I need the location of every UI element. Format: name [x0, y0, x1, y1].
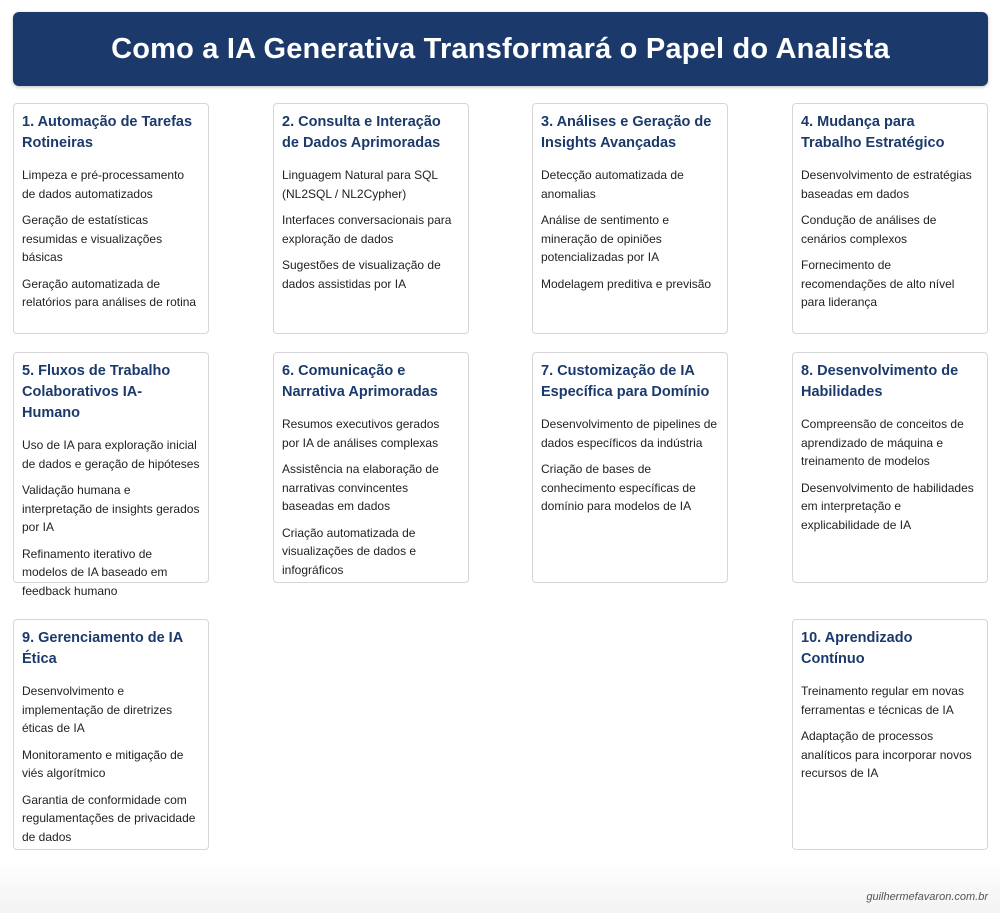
- page-title: Como a IA Generativa Transformará o Papel do Analista: [111, 32, 890, 65]
- card-continuous-learning: [792, 619, 988, 850]
- card-title: 3. Análises e Geração de Insights Avançadas: [541, 114, 712, 151]
- card-item: Fornecimento de recomendações de alto nível para liderança: [801, 258, 955, 309]
- card-domain-customization: [532, 352, 728, 583]
- card-item: Linguagem Natural para SQL (NL2SQL / NL2Cypher): [282, 168, 438, 201]
- card-title: 8. Desenvolvimento de Habilidades: [801, 363, 959, 400]
- card-item: Assistência na elaboração de narrativas convincentes baseadas em dados: [282, 462, 439, 513]
- card-item: Modelagem preditiva e previsão: [541, 276, 712, 291]
- card-item: Geração de estatísticas resumidas e visualizações básicas: [22, 213, 163, 264]
- card-item: Análise de sentimento e mineração de opiniões potencializadas por IA: [541, 213, 670, 264]
- card-item: Desenvolvimento de estratégias baseadas em dados: [801, 168, 972, 201]
- card-item: Resumos executivos gerados por IA de análises complexas: [282, 417, 440, 450]
- card-item: Condução de análises de cenários complexos: [801, 213, 937, 246]
- card-item: Refinamento iterativo de modelos de IA baseado em feedback humano: [22, 546, 168, 598]
- card-skills-development: [792, 352, 988, 583]
- card-title: 9. Gerenciamento de IA Ética: [22, 630, 183, 667]
- card-title: 6. Comunicação e Narrativa Aprimoradas: [282, 363, 438, 400]
- card-strategic-work: [792, 103, 988, 334]
- card-item: Monitoramento e mitigação de viés algorítmico: [22, 747, 184, 780]
- card-item: Geração automatizada de relatórios para análises de rotina: [22, 276, 197, 309]
- card-title: 1. Automação de Tarefas Rotineiras: [22, 114, 193, 151]
- card-item: Limpeza e pré-processamento de dados automatizados: [22, 168, 185, 201]
- card-item: Desenvolvimento de pipelines de dados específicos da indústria: [541, 417, 718, 450]
- card-item: Validação humana e interpretação de insights gerados por IA: [22, 483, 200, 534]
- card-title: 7. Customização de IA Específica para Domínio: [541, 363, 710, 400]
- card-item: Uso de IA para exploração inicial de dados e geração de hipóteses: [22, 438, 200, 471]
- card-item: Desenvolvimento e implementação de diretrizes éticas de IA: [22, 684, 173, 735]
- card-advanced-analytics: [532, 103, 728, 334]
- header-banner: [13, 12, 988, 86]
- card-item: Compreensão de conceitos de aprendizado de máquina e treinamento de modelos: [801, 417, 964, 468]
- card-item: Garantia de conformidade com regulamentações de privacidade de dados: [22, 792, 196, 844]
- card-title: 5. Fluxos de Trabalho Colaborativos IA-Humano: [22, 363, 171, 421]
- card-item: Criação automatizada de visualizações de dados e infográficos: [282, 525, 417, 577]
- card-item: Criação de bases de conhecimento específicas de domínio para modelos de IA: [541, 462, 696, 513]
- card-item: Interfaces conversacionais para exploração de dados: [282, 213, 452, 246]
- card-item: Adaptação de processos analíticos para incorporar novos recursos de IA: [801, 729, 972, 780]
- card-query-interaction: [273, 103, 469, 334]
- card-item: Treinamento regular em novas ferramentas e técnicas de IA: [801, 684, 964, 717]
- footer-credit: guilhermefavaron.com.br: [866, 891, 988, 903]
- card-title: 4. Mudança para Trabalho Estratégico: [801, 114, 945, 151]
- card-item: Desenvolvimento de habilidades em interpretação e explicabilidade de IA: [801, 480, 974, 532]
- card-item: Sugestões de visualização de dados assistidas por IA: [282, 258, 441, 291]
- card-title: 2. Consulta e Interação de Dados Aprimoradas: [282, 114, 441, 151]
- card-title: 10. Aprendizado Contínuo: [801, 630, 913, 667]
- card-ethical-ai: [13, 619, 209, 850]
- card-collaborative-workflows: [13, 352, 209, 598]
- card-communication-narrative: [273, 352, 469, 583]
- card-item: Detecção automatizada de anomalias: [541, 168, 684, 201]
- card-automation: [13, 103, 209, 334]
